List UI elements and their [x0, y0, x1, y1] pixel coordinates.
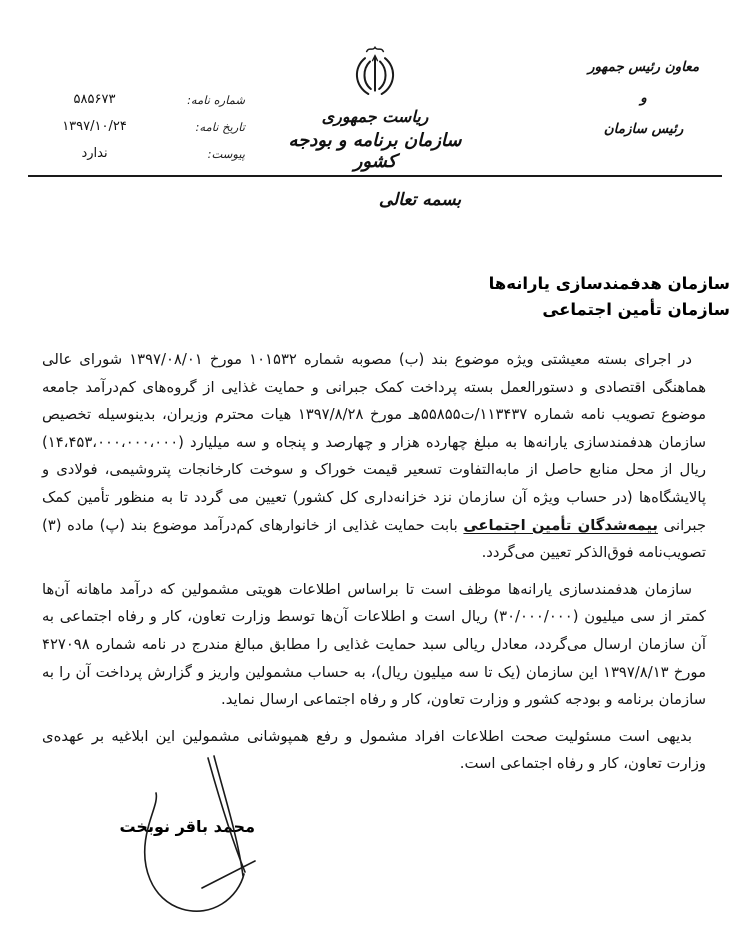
- signer-title-line1: معاون رئیس جمهور: [587, 59, 700, 75]
- letterhead-divider: [28, 175, 722, 177]
- letterhead-organization: سازمان برنامه و بودجه کشور: [288, 130, 462, 172]
- letter-attachment-row: [20, 140, 245, 167]
- paragraph-1-tail: بابت حمایت غذایی از خانوارهای کم‌درآمد موضوع بند (پ) ماده (۳) تصویب‌نامه فوق‌الذکر تعیین می‌گردد.: [42, 516, 706, 562]
- recipient-1: سازمان هدفمندسازی یارانه‌ها: [488, 274, 730, 293]
- recipient-2: سازمان تأمین اجتماعی: [542, 300, 730, 319]
- iran-national-emblem-icon: [348, 44, 402, 104]
- letter-number-row: [20, 86, 245, 113]
- letter-attachment-label: پیوست:: [207, 146, 245, 161]
- letter-meta-block: [20, 86, 245, 167]
- letter-date-row: [20, 113, 245, 140]
- paragraph-2: سازمان هدفمندسازی یارانه‌ها موظف است تا براساس اطلاعات هویتی مشمولین که درآمد ماهانه آن‌ها کمتر از سی میلیون (۳۰/۰۰۰/۰۰۰) ریال است و اطلاعات آن‌ها توسط وزارت تعاون، کار و رفاه اجتماعی به آن سازمان ارسال می‌گردد، معادل ریالی سبد حمایت غذایی را مطابق مبالغ مندرج در نامه شماره ۴۲۷۰۹۸ مورخ ۱۳۹۷/۸/۱۳ این سازمان (یک تا سه میلیون ریال)، به حساب مشمولین واریز و گزارش پرداخت آن را به سازمان برنامه و بودجه کشور و وزارت تعاون، کار و رفاه اجتماعی ارسال نماید.: [42, 580, 706, 709]
- paragraph-3: بدیهی است مسئولیت صحت اطلاعات افراد مشمول و رفع همپوشانی مشمولین این ابلاغیه بر عهده‌ی وزارت تعاون، کار و رفاه اجتماعی است.: [42, 727, 706, 773]
- letter-date-label: تاریخ نامه:: [195, 119, 245, 134]
- letterhead-center: [265, 44, 485, 172]
- letterhead-signer-titles: [551, 52, 736, 145]
- signer-title-line2: و: [640, 90, 647, 106]
- letterhead-presidency: ریاست جمهوری: [321, 107, 429, 126]
- letter-attachment-value: ندارد: [81, 146, 108, 161]
- letter-body: [42, 346, 706, 787]
- handwritten-signature-icon: [126, 748, 276, 913]
- signer-title-line3: رئیس سازمان: [603, 121, 684, 137]
- paragraph-1: [42, 346, 706, 567]
- letter-number-value: ۵۸۵۶۷۳: [73, 92, 116, 107]
- basmala: بسمه تعالی: [378, 190, 462, 210]
- signer-name: محمد باقر نوبخت: [119, 817, 255, 836]
- paragraph-1-lead: در اجرای بسته معیشتی ویژه موضوع بند (ب) مصوبه شماره ۱۰۱۵۳۲ مورخ ۱۳۹۷/۰۸/۰۱ شورای عالی هماهنگی اقتصادی و دستورالعمل بسته پرداخت کمک جبرانی و حمایت غذایی از گروه‌های کم‌درآمد جامعه موضوع تصویب نامه شماره ۱۱۳۴۳۷/ت۵۵۸۵۵هـ مورخ ۱۳۹۷/۸/۲۸ هیات محترم وزیران، بدینوسیله تخصیص سازمان هدفمندسازی یارانه‌ها به مبلغ چهارده هزار و چهارصد و پنجاه و سه میلیارد (۱۴،۴۵۳،۰۰۰،۰۰۰،۰۰۰) ریال از محل منابع حاصل از مابه‌التفاوت تسعیر قیمت خوراک و سوخت کارخانجات پتروشیمی، فولادی و پالایشگاه‌ها (در حساب ویژه آن سازمان نزد خزانه‌داری کل کشور) تعیین می گردد تا به منظور تأمین کمک جبرانی: [42, 351, 707, 534]
- letter-number-label: شماره نامه:: [187, 92, 245, 107]
- recipients-block: [489, 271, 730, 323]
- paragraph-1-emphasis: بیمه‌شدگان تأمین اجتماعی: [463, 516, 658, 534]
- letter-date-value: ۱۳۹۷/۱۰/۲۴: [62, 119, 127, 134]
